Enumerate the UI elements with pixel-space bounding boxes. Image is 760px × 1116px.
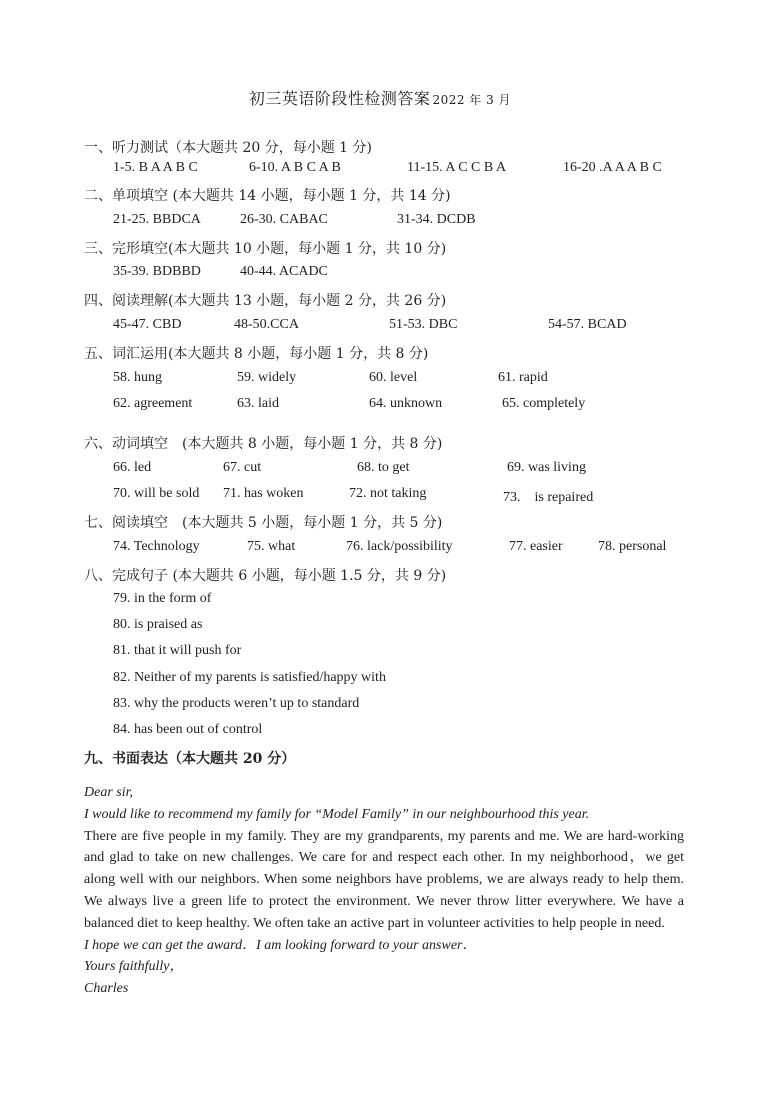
sentence-answer: 81. that it will push for	[113, 643, 242, 658]
answer-group: 21-25. BBDCA	[113, 212, 201, 227]
answer-item: 73. is repaired	[503, 490, 594, 505]
section-heading-reading-fill: 七、阅读填空 (本大题共 5 小题，每小题 1 分，共 5 分)	[84, 515, 443, 531]
answer-item: 70. will be sold	[113, 486, 200, 501]
answer-item: 71. has woken	[223, 486, 304, 501]
essay-signoff: Yours faithfully，	[84, 959, 184, 975]
answer-item: 62. agreement	[113, 396, 193, 411]
answer-group: 6-10. A B C A B	[249, 160, 341, 175]
answer-item: 75. what	[247, 539, 296, 554]
answer-item: 63. laid	[237, 396, 279, 411]
section-heading-verb-fill: 六、动词填空 (本大题共 8 小题，每小题 1 分，共 8 分)	[84, 436, 443, 452]
section-heading-vocabulary: 五、词汇运用(本大题共 8 小题，每小题 1 分，共 8 分)	[84, 346, 429, 362]
answer-group: 48-50.CCA	[234, 317, 299, 332]
section-heading-single-choice: 二、单项填空 (本大题共 14 小题，每小题 1 分，共 14 分)	[84, 188, 451, 204]
answer-item: 69. was living	[507, 460, 586, 475]
section-heading-sentence-completion: 八、完成句子 (本大题共 6 小题，每小题 1.5 分，共 9 分)	[84, 568, 447, 584]
answer-item: 74. Technology	[113, 539, 200, 554]
answer-item: 72. not taking	[349, 486, 427, 501]
answer-item: 78. personal	[598, 539, 667, 554]
essay-signature: Charles	[84, 981, 129, 997]
section-heading-writing: 九、书面表达（本大题共 20 分）	[84, 751, 296, 767]
sentence-answer: 79. in the form of	[113, 591, 212, 606]
answer-group: 31-34. DCDB	[397, 212, 476, 227]
sentence-answer: 83. why the products weren’t up to standard	[113, 696, 360, 711]
sentence-answer: 84. has been out of control	[113, 722, 263, 737]
answer-item: 76. lack/possibility	[346, 539, 453, 554]
sentence-answer: 82. Neither of my parents is satisfied/happy with	[113, 670, 386, 685]
essay-body: There are five people in my family. They are my grandparents, my parents and me. We are hard-working and glad to take on new challenges. We care for and respect each other. In my neighborhood，we get along well with our neighbors. When some neighbors have problems, we are always ready to help them. We always live a green life to protect the environment. We never throw litter everywhere. We have a balanced diet to keep healthy. We often take an active part in volunteer activities to help people in need.	[84, 828, 684, 931]
title-main: 初三英语阶段性检测答案	[248, 89, 431, 108]
answer-item: 77. easier	[509, 539, 563, 554]
essay-closing: I hope we can get the award．I am looking forward to your answer．	[84, 937, 477, 953]
answer-group: 40-44. ACADC	[240, 264, 328, 279]
sentence-answer: 80. is praised as	[113, 617, 203, 632]
section-heading-reading: 四、阅读理解(本大题共 13 小题，每小题 2 分，共 26 分)	[84, 293, 447, 309]
answer-item: 68. to get	[357, 460, 410, 475]
answer-group: 26-30. CABAC	[240, 212, 328, 227]
answer-group: 51-53. DBC	[389, 317, 458, 332]
answer-item: 60. level	[369, 370, 418, 385]
essay-greeting: Dear sir,	[84, 785, 134, 800]
answer-group: 1-5. B A A B C	[113, 160, 198, 175]
answer-group: 16-20 .A A A B C	[563, 160, 662, 175]
answer-group: 54-57. BCAD	[548, 317, 627, 332]
answer-item: 64. unknown	[369, 396, 443, 411]
answer-item: 65. completely	[502, 396, 586, 411]
answer-group: 35-39. BDBBD	[113, 264, 201, 279]
answer-item: 66. led	[113, 460, 152, 475]
section-heading-cloze: 三、完形填空(本大题共 10 小题，每小题 1 分，共 10 分)	[84, 241, 447, 257]
answer-item: 61. rapid	[498, 370, 548, 385]
page-title	[0, 86, 760, 109]
essay-intro: I would like to recommend my family for “Model Family” in our neighbourhood this year.	[84, 806, 590, 822]
answer-item: 59. widely	[237, 370, 297, 385]
answer-item: 58. hung	[113, 370, 162, 385]
answer-item: 67. cut	[223, 460, 262, 475]
answer-group: 45-47. CBD	[113, 317, 182, 332]
answer-group: 11-15. A C C B A	[407, 160, 507, 175]
title-date: 2022 年 3 月	[432, 93, 512, 107]
model-essay	[84, 782, 684, 1000]
section-heading-listening: 一、听力测试（本大题共 20 分，每小题 1 分)	[84, 140, 372, 156]
